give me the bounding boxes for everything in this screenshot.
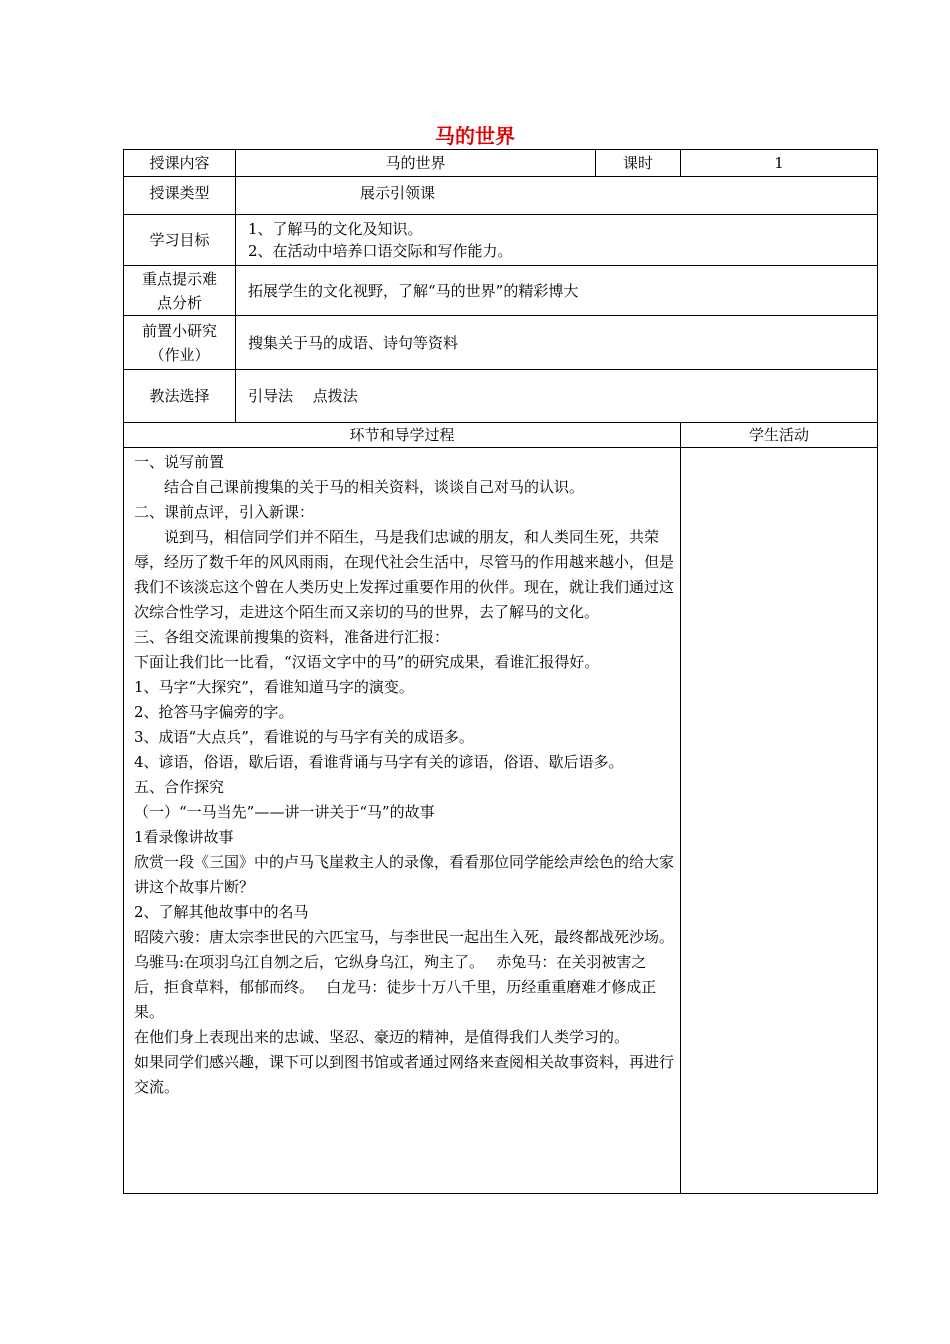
process-line: （一）“一马当先”——讲一讲关于“马”的故事 xyxy=(134,803,435,821)
process-line: 一、说写前置 xyxy=(134,453,225,471)
document-title: 马的世界 xyxy=(435,124,515,148)
key-points-label-line: 重点提示难 xyxy=(141,269,217,288)
process-content xyxy=(124,448,681,1194)
goals-cell xyxy=(236,215,878,266)
activity-heading: 学生活动 xyxy=(681,423,878,448)
process-heading: 环节和导学过程 xyxy=(124,423,681,448)
row-key-points xyxy=(124,266,878,316)
process-line: 五、合作探究 xyxy=(134,778,225,796)
process-line: 欣赏一段《三国》中的卢马飞崖救主人的录像，看看那位同学能绘声绘色的给大家讲这个故事片断？ xyxy=(134,853,675,896)
process-line: 在他们身上表现出来的忠诚、坚忍、豪迈的精神，是值得我们人类学习的。 xyxy=(134,1028,630,1046)
row-process-headings xyxy=(124,423,878,448)
process-line: 4、谚语，俗语，歇后语，看谁背诵与马字有关的谚语，俗语、歇后语多。 xyxy=(134,753,624,771)
process-line: 昭陵六骏：唐太宗李世民的六匹宝马，与李世民一起出生入死，最终都战死沙场。 xyxy=(134,928,675,946)
content-value: 马的世界 xyxy=(236,150,596,177)
goal-item: 2、在活动中培养口语交际和写作能力。 xyxy=(248,242,513,260)
row-process-body xyxy=(124,448,878,1194)
process-line: 乌骓马:在项羽乌江自刎之后，它纵身乌江，殉主了。 赤兔马：在关羽被害之后，拒食草料，郁郁而终。 白龙马：徒步十万八千里，历经重重磨难才修成正果。 xyxy=(134,953,657,1021)
process-line: 1看录像讲故事 xyxy=(134,828,234,846)
goal-item: 1、了解马的文化及知识。 xyxy=(248,220,423,238)
prestudy-label-line: （作业） xyxy=(149,345,210,364)
process-line: 2、抢答马字偏旁的字。 xyxy=(134,703,294,721)
prestudy-value: 搜集关于马的成语、诗句等资料 xyxy=(236,316,878,370)
process-line: 如果同学们感兴趣，课下可以到图书馆或者通过网络来查阅相关故事资料，再进行交流。 xyxy=(134,1053,675,1096)
process-line: 2、了解其他故事中的名马 xyxy=(134,903,309,921)
content-label: 授课内容 xyxy=(124,150,236,177)
process-line: 二、课前点评，引入新课： xyxy=(134,503,315,521)
row-method xyxy=(124,370,878,423)
row-content xyxy=(124,150,878,177)
type-value: 展示引领课 xyxy=(236,177,878,215)
process-line: 结合自己课前搜集的关于马的相关资料，谈谈自己对马的认识。 xyxy=(164,478,585,496)
key-points-label-line: 点分析 xyxy=(156,293,202,312)
process-line: 三、各组交流课前搜集的资料，准备进行汇报： xyxy=(134,628,450,646)
key-points-label xyxy=(124,266,236,316)
process-line: 下面让我们比一比看，“汉语文字中的马”的研究成果，看谁汇报得好。 xyxy=(134,653,600,671)
student-activity-cell xyxy=(681,448,878,1194)
hours-value: 1 xyxy=(681,150,878,177)
method-value: 引导法 点拨法 xyxy=(236,370,878,423)
process-line: 说到马，相信同学们并不陌生，马是我们忠诚的朋友，和人类同生死，共荣辱，经历了数千年的风风雨雨，在现代社会生活中，尽管马的作用越来越小，但是我们不该淡忘这个曾在人类历史上发挥过重要作用的伙伴。现在，就让我们通过这次综合性学习，走进这个陌生而又亲切的马的世界，去了解马的文化。 xyxy=(134,528,675,621)
type-label: 授课类型 xyxy=(124,177,236,215)
process-line: 1、马字“大探究”，看谁知道马字的演变。 xyxy=(134,678,414,696)
goals-label: 学习目标 xyxy=(124,215,236,266)
prestudy-label-line: 前置小研究 xyxy=(141,321,217,340)
process-line: 3、成语“大点兵”，看谁说的与马字有关的成语多。 xyxy=(134,728,474,746)
method-label: 教法选择 xyxy=(124,370,236,423)
row-prestudy xyxy=(124,316,878,370)
key-points-value: 拓展学生的文化视野，了解“马的世界”的精彩博大 xyxy=(236,266,878,316)
lesson-plan-table xyxy=(123,149,878,1194)
row-type xyxy=(124,177,878,215)
hours-label: 课时 xyxy=(596,150,681,177)
prestudy-label xyxy=(124,316,236,370)
row-goals xyxy=(124,215,878,266)
